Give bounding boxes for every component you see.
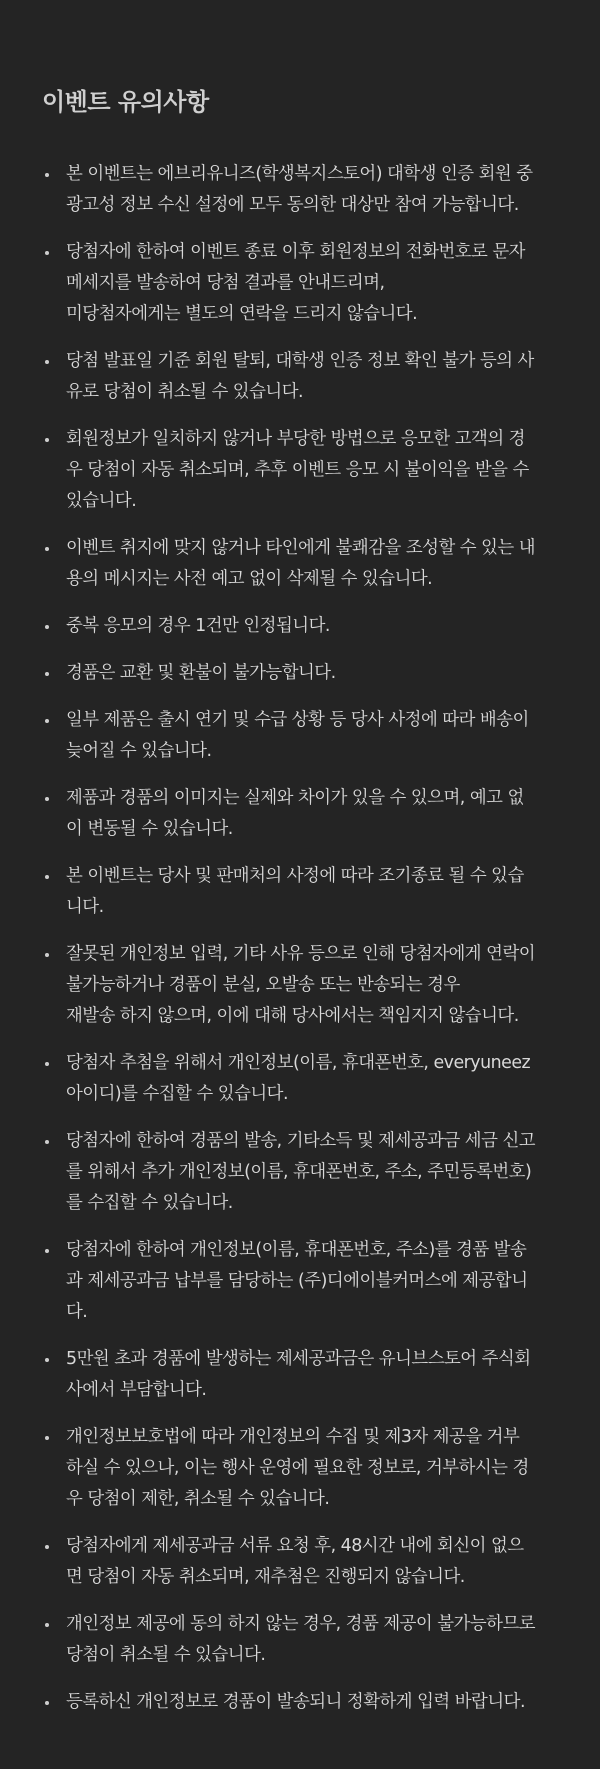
notice-item (42, 1687, 564, 1718)
notice-item-text: 잘못된 개인정보 입력, 기타 사유 등으로 인해 당첨자에게 연락이 불가능하거나 경품이 분실, 오발송 또는 반송되는 경우 재발송 하지 않으며, 이에 대해 당사에서는 책임지지 않습니다. (66, 944, 536, 1026)
notice-item (42, 533, 564, 595)
notice-item (42, 705, 564, 767)
notice-item (42, 1531, 564, 1593)
notice-item-text: 경품은 교환 및 환불이 불가능합니다. (66, 663, 336, 683)
notice-item (42, 939, 564, 1032)
bullet-icon (45, 719, 49, 723)
notice-item-text: 일부 제품은 출시 연기 및 수급 상황 등 당사 사정에 따라 배송이 늦어질 수 있습니다. (66, 710, 529, 761)
bullet-icon (45, 1358, 49, 1362)
bullet-icon (45, 672, 49, 676)
notice-item-text: 당첨자에게 제세공과금 서류 요청 후, 48시간 내에 회신이 없으 면 당첨이 자동 취소되며, 재추첨은 진행되지 않습니다. (66, 1536, 524, 1587)
notice-item-text: 이벤트 취지에 맞지 않거나 타인에게 불쾌감을 조성할 수 있는 내 용의 메시지는 사전 예고 없이 삭제될 수 있습니다. (66, 538, 536, 589)
bullet-icon (45, 797, 49, 801)
notice-item (42, 1235, 564, 1328)
bullet-icon (45, 438, 49, 442)
bullet-icon (45, 1623, 49, 1627)
notice-item (42, 783, 564, 845)
notice-item-text: 본 이벤트는 당사 및 판매처의 사정에 따라 조기종료 될 수 있습 니다. (66, 866, 524, 917)
bullet-icon (45, 1436, 49, 1440)
bullet-icon (45, 953, 49, 957)
notice-item (42, 159, 564, 221)
bullet-icon (45, 1701, 49, 1705)
notice-item-text: 당첨자에 한하여 개인정보(이름, 휴대폰번호, 주소)를 경품 발송 과 제세공과금 납부를 담당하는 (주)디에이블커머스에 제공합니 다. (66, 1240, 528, 1322)
bullet-icon (45, 173, 49, 177)
notice-item (42, 1609, 564, 1671)
notice-item (42, 861, 564, 923)
bullet-icon (45, 360, 49, 364)
bullet-icon (45, 1249, 49, 1253)
notice-item (42, 1344, 564, 1406)
notice-item (42, 1126, 564, 1219)
notice-item-text: 제품과 경품의 이미지는 실제와 차이가 있을 수 있으며, 예고 없 이 변동될 수 있습니다. (66, 788, 524, 839)
bullet-icon (45, 251, 49, 255)
notice-item-text: 본 이벤트는 에브리유니즈(학생복지스토어) 대학생 인증 회원 중 광고성 정보 수신 설정에 모두 동의한 대상만 참여 가능합니다. (66, 164, 533, 215)
notice-item-text: 당첨자에 한하여 이벤트 종료 이후 회원정보의 전화번호로 문자 메세지를 발송하여 당첨 결과를 안내드리며, 미당첨자에게는 별도의 연락을 드리지 않습니다. (66, 242, 525, 324)
notice-item (42, 658, 564, 689)
notice-item-text: 5만원 초과 경품에 발생하는 제세공과금은 유니브스토어 주식회 사에서 부담합니다. (66, 1349, 531, 1400)
bullet-icon (45, 547, 49, 551)
notice-item-text: 회원정보가 일치하지 않거나 부당한 방법으로 응모한 고객의 경 우 당첨이 자동 취소되며, 추후 이벤트 응모 시 불이익을 받을 수 있습니다. (66, 429, 529, 511)
notice-item (42, 1422, 564, 1515)
notice-item-text: 개인정보 제공에 동의 하지 않는 경우, 경품 제공이 불가능하므로 당첨이 취소될 수 있습니다. (66, 1614, 536, 1665)
notice-item (42, 346, 564, 408)
notice-item-text: 당첨자에 한하여 경품의 발송, 기타소득 및 제세공과금 세금 신고 를 위해서 추가 개인정보(이름, 휴대폰번호, 주소, 주민등록번호) 를 수집할 수 있습니다. (66, 1131, 536, 1213)
bullet-icon (45, 625, 49, 629)
notice-item-text: 당첨 발표일 기준 회원 탈퇴, 대학생 인증 정보 확인 불가 등의 사 유로 당첨이 취소될 수 있습니다. (66, 351, 534, 402)
notice-item (42, 1048, 564, 1110)
notice-item-text: 당첨자 추첨을 위해서 개인정보(이름, 휴대폰번호, everyuneez 아이디)를 수집할 수 있습니다. (66, 1053, 531, 1104)
notice-item (42, 611, 564, 642)
bullet-icon (45, 875, 49, 879)
notice-item-text: 중복 응모의 경우 1건만 인정됩니다. (66, 616, 330, 636)
notice-title: 이벤트 유의사항 (42, 88, 209, 116)
notice-item (42, 424, 564, 517)
bullet-icon (45, 1545, 49, 1549)
notice-item-text: 개인정보보호법에 따라 개인정보의 수집 및 제3자 제공을 거부 하실 수 있으나, 이는 행사 운영에 필요한 정보로, 거부하시는 경 우 당첨이 제한, 취소될 수 있습니다. (66, 1427, 529, 1509)
bullet-icon (45, 1140, 49, 1144)
notice-item (42, 237, 564, 330)
notice-item-text: 등록하신 개인정보로 경품이 발송되니 정확하게 입력 바랍니다. (66, 1692, 525, 1712)
bullet-icon (45, 1062, 49, 1066)
notice-list (42, 159, 564, 1718)
